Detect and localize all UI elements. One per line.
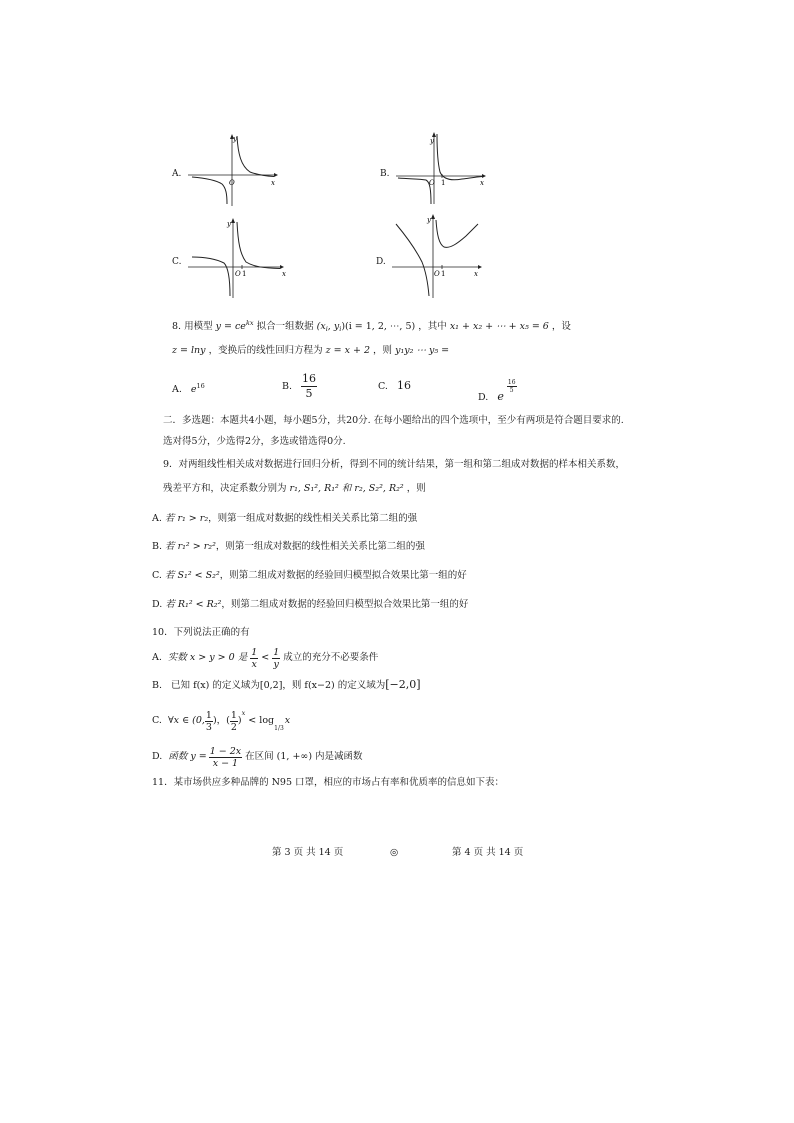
q9-option-a-cond: 若 r₁ > r₂ (164, 513, 209, 524)
graph-c-y-arrow (231, 218, 235, 223)
q9-option-b-label: B. (152, 541, 163, 552)
q8-line2 (172, 344, 449, 358)
graph-c-curve-left (192, 257, 230, 296)
q9-line2-end: ，则 (406, 483, 426, 494)
q8-option-b-label: B. (282, 381, 293, 392)
footer-page-right: 第 4 页 共 14 页 (452, 847, 524, 858)
graph-d-x-arrow (478, 265, 482, 269)
graph-b-origin: O (429, 179, 435, 187)
q10-option-c[interactable]: C. ∀x ∈ (0, $\frac{1}{3}$ )，( $\frac{1}{2}$ ) x < log 1/3 x (152, 706, 290, 736)
graph-d-y-label: y (427, 216, 431, 224)
q11-text: 11．某市场供应多种品牌的 N95 口罩，相应的市场占有率和优质率的信息如下表： (152, 777, 505, 788)
q9-option-c-text: ，则第二组成对数据的经验回归模型拟合效果比第一组的好 (219, 570, 467, 581)
q10-option-b-dom1: [0,2] (259, 680, 283, 691)
graph-b-one: 1 (441, 179, 446, 187)
q10-option-c-log-base: 1/3 (274, 725, 284, 732)
q10-option-c-exp: x (241, 709, 246, 717)
q10-option-a-pre: 实数 x > y > 0 是 (167, 652, 248, 663)
graph-b-label: B. (380, 169, 390, 179)
q8-sum-suffix: ，设 (551, 321, 571, 332)
q10-option-a-frac1-num: 1 (251, 646, 258, 658)
q8-option-a[interactable] (172, 379, 205, 397)
q10-option-a-frac2 (272, 647, 280, 670)
q8-option-d-exp-den: 5 (509, 387, 514, 394)
q10-option-c-half (230, 710, 238, 733)
q10-option-c-half-den: 2 (230, 721, 237, 733)
q10-option-a-label: A. (152, 652, 162, 663)
q8-line2-then: ，则 (373, 345, 393, 356)
graph-d-curve-right (436, 220, 478, 247)
graph-a-origin: O (229, 179, 235, 187)
q10-option-b-label: B. (152, 680, 163, 691)
graph-a-label: A. (172, 169, 182, 179)
graph-b (396, 130, 488, 206)
q9-option-b-cond: 若 r₁² > r₂² (165, 541, 216, 552)
q9-option-d[interactable] (152, 598, 468, 612)
q9-option-b[interactable] (152, 540, 425, 554)
q8-line2-mid: ，变换后的线性回归方程为 (208, 345, 323, 356)
q10-option-a-frac2-den: y (273, 658, 279, 670)
section2-line1: 二．多选题：本题共4小题，每小题5分，共20分. 在每小题给出的四个选项中，至少有两项是符合题目要求的. (163, 415, 624, 426)
q8-sum-prefix: ，其中 (418, 321, 447, 332)
q10-option-b-pre: 已知 f(x) 的定义域为 (171, 680, 260, 691)
graph-c-label: C. (172, 257, 182, 267)
q8-data-pair: (x (316, 321, 326, 332)
q8-prefix: 8. 用模型 (172, 321, 213, 332)
q8-option-c-label: C. (378, 381, 388, 392)
graph-b-x-arrow (482, 174, 486, 178)
q8-option-d-exp (507, 379, 517, 394)
q9-line2-vars: r₁, S₁², R₁² 和 r₂, S₂², R₂² (289, 483, 404, 494)
q8-mid: 拟合一组数据 (256, 321, 314, 332)
q9-option-a-text: ，则第一组成对数据的线性相关关系比第二组的强 (208, 513, 418, 524)
q10-option-d-num: 1 − 2x (209, 745, 242, 757)
q10-option-c-log: < log (248, 715, 275, 726)
q10-title: 10．下列说法正确的有 (152, 627, 250, 638)
q10-option-d-den: x − 1 (212, 757, 239, 769)
q10-option-c-half-num: 1 (230, 709, 237, 721)
q8-product: y₁y₂ ⋯ y₅ = (395, 345, 450, 356)
q8-option-d-exp-num: 16 (507, 379, 516, 386)
q8-option-c[interactable] (378, 379, 411, 394)
q8-sum-expr: x₁ + x₂ + ⋯ + x₅ = 6 (449, 321, 549, 332)
graph-d-one: 1 (441, 270, 446, 278)
graph-a-x-arrow (274, 173, 278, 177)
q9-option-b-text: ，则第一组成对数据的线性相关关系比第二组的强 (215, 541, 425, 552)
graph-a-y-label: y (233, 135, 237, 143)
graph-a-x-label: x (271, 179, 275, 187)
q9-line1: 9．对两组线性相关成对数据进行回归分析，得到不同的统计结果，第一组和第二组成对数据的样本相关系数， (163, 459, 626, 470)
q10-option-c-pre: ∀x ∈ (0, (167, 715, 205, 726)
q10-option-b[interactable] (152, 678, 421, 693)
q10-option-d-post: 在区间 (1, +∞) 内是减函数 (245, 751, 363, 762)
q9-line2 (163, 482, 426, 496)
q10-option-c-frac-num: 1 (205, 709, 212, 721)
q8-line1: 8. 用模型 $y = ce^{kx}$ 拟合一组数据 ($x_i$, $y_i)(i = 1$, 2, ⋯, 5) ，其中 x₁ + x₂ + ⋯ + x₅ = 6 ，设 (172, 319, 571, 333)
graph-d-x-label: x (474, 270, 478, 278)
q8-option-d-base: e (497, 390, 504, 403)
graph-d-label: D. (376, 257, 386, 267)
graph-d (392, 210, 488, 300)
q9-option-d-label: D. (152, 599, 163, 610)
q9-option-c-label: C. (152, 570, 162, 581)
graph-b-y-label: y (430, 137, 434, 145)
graph-c-x-label: x (282, 270, 286, 278)
graph-c (188, 214, 288, 300)
q10-option-a-frac1-den: x (251, 658, 257, 670)
q8-regression-eq: z = x + 2 (325, 345, 371, 356)
q8-option-a-base: e (190, 384, 197, 395)
q8-model-base: y = ce (215, 321, 246, 332)
graph-a (188, 132, 280, 208)
graph-b-x-label: x (480, 179, 484, 187)
q10-option-b-dom2: [−2,0] (385, 678, 421, 691)
graph-d-origin: O (434, 270, 440, 278)
q10-option-d-label: D. (152, 751, 163, 762)
graph-d-curve-left (396, 224, 429, 296)
q9-option-c[interactable] (152, 569, 467, 583)
graph-c-origin: O (235, 270, 241, 278)
q9-option-a-label: A. (152, 513, 162, 524)
q8-option-a-exp: 16 (196, 382, 205, 390)
q10-option-c-label: C. (152, 715, 162, 726)
q10-option-c-mid: )，( (212, 715, 230, 726)
q9-line2-text: 残差平方和，决定系数分别为 (163, 483, 287, 494)
q10-option-a-frac2-num: 1 (273, 646, 280, 658)
q10-option-c-frac-den: 3 (205, 721, 212, 733)
q8-option-c-value: 16 (396, 379, 411, 392)
q8-z-def: z = lny (172, 345, 206, 356)
graph-b-curve-right (437, 134, 482, 180)
section2-line2: 选对得5分，少选得2分，多选或错选得0分. (163, 436, 346, 447)
graph-d-y-arrow (431, 214, 435, 219)
q8-option-d-label: D. (478, 392, 489, 403)
q8-option-b[interactable] (282, 372, 317, 401)
q10-option-b-mid: ，则 f(x−2) 的定义域为 (282, 680, 386, 691)
q9-option-a[interactable] (152, 512, 417, 526)
graph-c-curve-right (237, 222, 280, 269)
q8-option-d[interactable] (478, 379, 517, 405)
graph-b-curve-left (398, 178, 431, 204)
graph-c-one: 1 (242, 270, 247, 278)
q10-option-a-lt: < (261, 652, 270, 663)
q8-option-b-frac (301, 372, 317, 401)
graph-a-curve-left (192, 177, 227, 204)
q8-data-pair-tail: )(i = 1, 2, ⋯, 5) (341, 321, 416, 332)
q10-option-d-pre: 函数 y = (168, 751, 207, 762)
q8-option-b-num: 16 (302, 372, 317, 385)
footer-center-mark: ◎ (390, 847, 399, 858)
q10-option-a-frac1 (250, 647, 258, 670)
graph-c-x-arrow (280, 265, 284, 269)
footer-page-left: 第 3 页 共 14 页 (272, 847, 344, 858)
q9-option-d-cond: 若 R₁² < R₂² (165, 599, 222, 610)
graph-c-y-label: y (227, 220, 231, 228)
q9-option-d-text: ，则第二组成对数据的经验回归模型拟合效果比第一组的好 (221, 599, 469, 610)
q8-option-b-den: 5 (305, 387, 313, 400)
q10-option-c-frac (205, 710, 213, 733)
q9-option-c-cond: 若 S₁² < S₂² (164, 570, 220, 581)
q8-option-a-label: A. (172, 384, 182, 395)
graph-a-curve-right (237, 136, 274, 177)
q8-model-exp: kx (245, 319, 254, 327)
q10-option-d-frac (209, 746, 242, 769)
q10-option-a-post: 成立的充分不必要条件 (283, 652, 379, 663)
q10-option-c-log-arg: x (284, 715, 291, 726)
q10-option-d[interactable] (152, 744, 363, 770)
q10-option-a[interactable] (152, 646, 378, 670)
